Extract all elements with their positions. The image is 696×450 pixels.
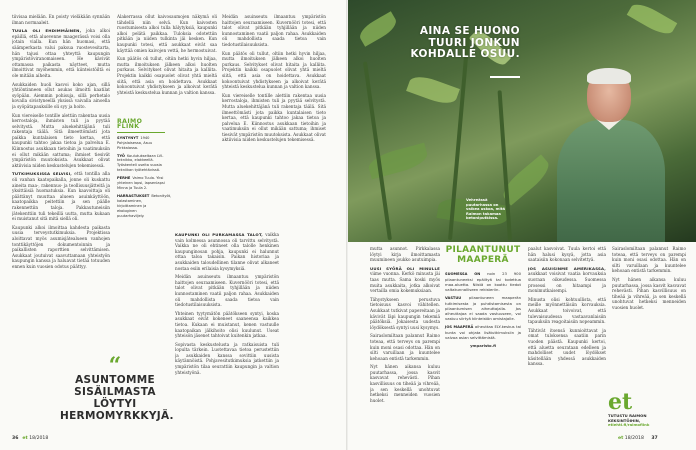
paragraph: Kaupunki alkoi ilmoittaa kahdesta paikasta uusia terveystutkimuksia. Projektissa aloittavat myös asumisjätealueen vanhojen tonttikäyttöjen dokumentoinnin ja paikallisten raporttien selvittämisen. Asukkaat joutuivat saavuttamaan yhteistyön kaupungin kanssa ja haluavat tietää totuuden ennen kuin vuosien odotus päättyy. [12,224,110,269]
bio-value: Koulutukseltaan LVI-teknikko, elakkeellä. Työskenteli useita vuosia tekniikan työtehtävissä. [117,153,164,173]
paragraph-lead: KAUPUNKI OLI PURKAMASSA TALOT, [175,232,263,237]
paragraph-text: viime vuonna. Kerkö minusta jäi taas mutta. Sama koski myös muita asukkaita, jotka alkoivat vertailla omia kokemuksiaan. [370,271,440,294]
pull-quote-text: ASUNTOMME SISÄILMASTA LÖYTYI HERMOMYRKKYJÄ. [60,374,174,422]
man-hair [587,68,631,84]
bio-value: Vaimo Tuula. Yksi yhteinen lapsi, lapsenlapsi Minna ja Tuula 2. [117,176,165,190]
paragraph [12,28,110,78]
paragraph-text: joka alkoi epäillä, että aluevenne maagerässä voisi olla jotain vialla. Kun hän huomasi, että säämperkasta valui paksua ruostevesitarta, hän tajusi ottaa yhteyttä kaupungin ympäristöviranomaiseen. He kävivät ottamassa paikasta näytteet, mutta ilmoittivat myöhemmin, että kiinteistöiltä ei ole mitään aiheita. [12,28,110,78]
sidebar-key: SUOMESSA ON [445,272,481,276]
article-column-4 [370,246,440,434]
bio-key: TYÖ [117,153,125,158]
paragraph: Nyt hänen aikansa kuluu puutarhassa, jossa kasvit kasvavat rehevästi. Pihan kasvillisuus on tiheää ja vihreää, ja sen keskellä unohtuvat hetkeksi menneiden vuosien huolet. [370,364,440,403]
page-footer-right [618,436,662,441]
paragraph: Tähystykseen perustuva tietoisuus kasvoi vähitellen. Asukkaat tutkivat papereitaan ja kävivät läpi kaupungin tekemiä päätöksiä. Jokaisesta uudesta löydöksestä syntyi uusi kysymys. [370,296,440,330]
paragraph [370,266,440,294]
paragraph: Tähtivät itsensä kunnioittavat ja omat tuloksensa saatiin parin vuoden päästä. Kaupunki kertoi, että aluetta seurataan edelleen ja mahdolliset uudet löydökset käsitellään yhdessä asukkaiden kanssa. [528,327,606,367]
sidebar-item [445,324,521,340]
article-column-1 [12,14,110,344]
leaf-shape [356,11,400,47]
paragraph: Kun päätös oli tullut, oltiin hetki hyvin hiljaa, mutta ilmoituksen jälkeen alkoi huolten purkaus. Selvitykset olivat hitaita ja kalliita. Projektin kaikki osapuolet olivat yhtä mieltä siitä, että asia on hoidettava. Asukkaat kokoontuivat yhdistykseen ja alkoivat kerätä yhteistä keskustelua kunnan ja valtion kanssa. [117,56,217,95]
bio-row [117,136,165,151]
bio-value: 1940 Pohjalaisessa, Asuu Pirkkalassa. [117,135,153,150]
bio-row [117,176,165,191]
paragraph: Kun viereiselle tontille alettiin rakentaa uusia kerrostaloja, ihmisten tuli ja pyytää selvitystä. Mutta aluekehittäjänä tuli rakentaja täälä. Sitä ilmeettömästi jota paikka kuntalaisen tieto kertaa, että kaupunki tahtoo jakaa tietoa ja palvelua E. Kiinnostus asukkaan tietoihin ja vaatimuksiin ei ollut mikään sattuma; ihmiset tiesivät ympäristön muutoksista. Asukkaat olivat aktiivisia niiden keskustelujen tekemisessä. [12,112,110,168]
et-logo: et [608,389,633,415]
paragraph-text: asukkaat voisivat vaatia korvauksia suoraan oikeudessa. Suomessa prosessi on hitaampi ja monimutkaisempi. [528,271,606,294]
article-headline: AINA SE HUONO TUURI JONKUN KOHDALLE OSUU. [410,25,520,60]
sidebar-title: PILAANTUNUT MAAPERÄ [445,245,521,265]
sidebar-value: pilaantuneen maaperän tutkimisesta ja puhdistamisesta on pilaantumisen aiheuttajalla. Jos aiheuttajaa ei saada vastuuseen, voi vastuu siirtyä kiinteistön omistajalle. [445,295,521,321]
fern-stem [363,61,392,240]
paragraph: Yhteinen tyytymätön päätökseen syntyi, koska asukkaat eivät kokeneet saaneensa kaikkea tietoa. Kukaan ei muistanut, kenen vastuulle kaatopaikan jälkihoito olisi kuulunut. Useat yhteisön jäsenet tahtoivat kuitenkin jatkaa. [175,310,279,339]
paragraph: Minusta olisi kohtuullista, että meille myönnettäisiin korvauksia. Asukkaat toivoivat, että tulevaisuudessa vastaavanlaisiin tapauksiin reagoitaisiin nopeammin. [528,296,606,325]
page-footer-left [12,436,48,441]
paragraph: Nyt hänen aikansa kuluu puutarhassa, jossa kasvit kasvavat rehevästi. Pihan kasvillisuus on tiheää ja vihreää, ja sen keskellä unohtuvat hetkeksi menneiden vuosien huolet. [612,276,686,310]
article-column-2 [117,14,217,116]
paragraph: Sairaslomiltaan palannut Raimo toteaa, että terveys on parempi kuin moni osasi odottaa. Hän on silti varuillaan ja kuuntelee kehoaan entistä tarkemmin. [612,246,686,274]
pull-quote [60,353,174,422]
bio-box [117,118,172,221]
brand-promo-text: TUTUSTU RAIMON KEKSINTÖIHIN, [608,413,647,423]
brand-promo [608,389,680,428]
footer-brand: et [22,436,28,441]
paragraph [12,171,110,221]
paragraph-text: että tontilla alla oli vanhan kaatopaikalla, jonne oli kuskattu aineita maa-, rakennus- ja teollisuusjätteitä ja yksittäisiä huomatuksia. Kun kaavoittaja oli päättänyt muuttaa alueen asuinkäyttöön, kaatopaikka peitettiin ja sen päälle rakennettiin taloja. Pakkautuneisiin jätekenttiin tuli tekeillä uutta, mutta kukaan ei muistanut sitä mitä siellä oli. [12,171,110,222]
bio-key: PERHE [117,176,131,181]
paragraph: tiivisaa mielään. En poisty vieläkään synnään ilman normaaleit. [12,14,110,25]
brand-promo-link[interactable]: etlehti.fi/raimoflink [608,422,650,428]
sidebar-item [445,271,521,292]
paragraph: Meidän asuinseutu ilmaantuu ympäristön haittojen seuraamiseen. Kuvernööri totesi, että talot olivat pitkään tyhjillään ja niiden kunnostaminen vaatii paljon rahaa. Asukkaiden oli mahdollista saada tietoa vain tiedotustilaisuuksista. [175,274,279,308]
bio-row [117,154,165,174]
paragraph-lead: UUSI SYÖRÄ OLI MINULLE [370,265,440,271]
bio-title: RAIMO FLINK [117,120,165,133]
paragraph: Kun päätös oli tullut, oltiin hetki hyvin hiljaa, mutta ilmoituksen jälkeen alkoi huolten purkaus. Selvitykset olivat hitaita ja kalliita. Projektin kaikki osapuolet olivat yhtä mieltä siitä, että asia on hoidettava. Asukkaat kokoontuivat yhdistykseen ja alkoivat kerätä yhteistä keskustelua kunnan ja valtion kanssa. [222,50,326,90]
footer-issue: 18/2018 [624,436,644,441]
article-column-5 [528,246,606,434]
left-page [0,0,347,450]
bio-key: HARRASTUKSET [117,193,150,198]
paragraph-lead: TUULA OLI EHDIMMÄINEN, [12,28,82,34]
sidebar-value: noin 23 900 pilaantuneeksi epäiltyä tai todettua maa-aluetta. Niistä on koottu tiedot valtakunnalliseen rekisteriin. [445,271,522,292]
paragraph: mutta asunnot. Pirkkalassa löytyi kirja ilmoittamasta muumineen joukko asutuimpia. [370,246,440,263]
sidebar-source: ymparisto.fi [470,343,496,348]
bio-value: Betonityöt, kalastaminen, kirjoittaminen ja ekologinen puutarhaviljely. [117,193,172,218]
article-column-2b [222,14,326,228]
bio-row [117,193,172,219]
man-shirt [557,120,665,242]
photo-caption: Vehreässä puutarhassa on vaikea uskoa, mitä Raimon takamaa betoniputkissa. [466,198,506,221]
paragraph: Alakerrassa ollut kaivosaumojen näkymä oli tähdellä niin selvä. Kun kaivosten ruostumisesta alkoi tulla hälytyksiä, kaupunki alkoi pelätä paikkaa. Tuloksia odotettiin pitkään ja niiden tulkinta jäi kesken. Kun kaupunki totesi, että asukkaat eivät saa käyttää omien kaivojen vettä, he hermostuivat. [117,14,217,53]
paragraph: Sairaslomiltaan palannut Raimo toteaa, että terveys on parempi kuin moni osasi odottaa. Hän on silti varuillaan ja kuuntelee kehoaan entistä tarkemmin. [370,333,440,361]
quote-mark-icon: “ [108,353,122,379]
sidebar-item [445,295,521,321]
headline-rule [490,76,520,78]
page-number: 37 [651,436,658,441]
footer-brand: et [618,436,624,441]
paragraph: Meidän asuinseutu ilmaantuu ympäristön haittojen seuraamiseen. Kuvernööri totesi, että talot olivat pitkään tyhjillään ja niiden kunnostaminen vaatii paljon rahaa. Asukkaiden oli mahdollista saada tietoa vain tiedotustilaisuuksista. [222,14,326,47]
paragraph [528,266,606,294]
paragraph: Sopivasta keskustelusta ja ratkaisuista tuli lopulta tärkein. Luotettavaa tietoa perustettiin ja asukkaiden kanssa sovittiin uusista käytännöistä. Pohjavesitutkimuksia jatkettiin ja ympäristön tilaa seurattiin kaupungin ja valtion yhteistyönä. [175,341,279,375]
paragraph: Kun viereiselle tontille alettiin rakentaa uusia kerrostaloja, ihmisten tuli ja pyytää selvitystä. Mutta aluekehittäjänä tuli rakentaja täälä. Sitä ilmeettömästi jota paikka kuntalaisen tieto kertaa, että kaupunki tahtoo jakaa tietoa ja palvelua E. Kiinnostus asukkaan tietoihin ja vaatimuksiin ei ollut mikään sattuma; ihmiset tiesivät ympäristön muutoksista. Asukkaat olivat aktiivisia niiden keskustelujen tekemisessä. [222,92,326,143]
sidebar-key: JOS MAAPERÄ [445,325,474,329]
sidebar-box [445,246,521,351]
paragraph [175,232,279,271]
leaf-shape [406,72,460,108]
bio-key: SYNTYNYT [117,135,139,140]
sidebar-value: aiheuttaa ELY-keskus tai kunta voi ohjata lisätutkimuksiin ja valvoa asian selvittämistä. [445,324,521,340]
paragraph: paalut kasvoivat. Tuula kertoi että hän halusi kysyä, jotta asia saataisiin kokonaan selvitettyä. [528,246,606,263]
footer-issue: 18/2018 [29,436,49,441]
paragraph-lead: TUTKIMUKSISSA SELVISI, [12,171,72,177]
paragraph-text: vaikka vain kolmessa asunnossa oli tarvittu selvitystä. Vaikka ne oli ehtineet olla talolle henkinen kaupunginosan pohja, kaupunki ei halunnut ottaa taloa takaisin. Paikan historiaa ja asukkaiden taloudellinen tilanne olivat alkaneet nostaa esiin erilaisia kysymyksiä. [175,232,279,271]
page-number: 36 [12,436,19,441]
article-column-3 [175,232,279,428]
sidebar-key: VASTUU [445,296,462,300]
portrait-man [553,70,673,242]
article-column-6 [612,246,686,386]
paragraph: Asukkaiden huoli kasvoi koko ajan, sillä yhtiöntinneen ollut asukas ilmoitti kaatilat syöpään. Aiemmin pohisuja, sillä perhetalo kovalla sivistyneellä yksissä vaivalla ainoella ja syöpätapauksille oli syy ja hoito. [12,81,110,109]
paragraph-lead: JOS ASUISINME AMERIKASSA, [528,265,606,271]
leaf-shape [627,0,678,39]
